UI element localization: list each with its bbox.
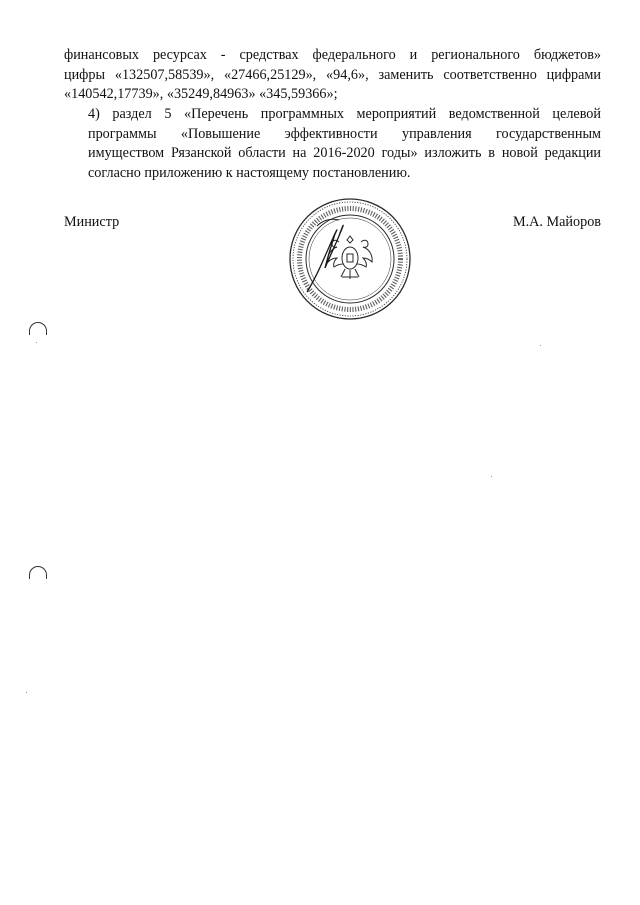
paragraph-financial-figures <box>64 46 601 105</box>
text-line: финансовых ресурсах - средствах федерального и регионального бюджетов» <box>64 47 601 63</box>
text-line: 4) раздел 5 «Перечень программных мероприятий ведомственной целевой <box>88 106 601 122</box>
signatory-name: М.А. Майоров <box>513 214 601 230</box>
signatory-title: Министр <box>64 214 120 230</box>
text-line: программы «Повышение эффективности управления государственным <box>88 125 601 142</box>
text-line: «140542,17739», «35249,84963» «345,59366»; <box>64 86 338 103</box>
scan-speck <box>26 692 27 693</box>
text-line: имуществом Рязанской области на 2016-2020 годы» изложить в новой редакции <box>88 145 601 162</box>
paragraph-section-5 <box>64 105 601 183</box>
official-seal-stamp <box>287 196 413 322</box>
hole-punch-mark <box>29 322 47 335</box>
hole-punch-mark <box>29 566 47 579</box>
text-line: цифры «132507,58539», «27466,25129», «94,6», заменить соответственно цифрами <box>64 66 601 83</box>
scan-speck <box>36 342 37 343</box>
text-line: согласно приложению к настоящему постановлению. <box>88 164 411 181</box>
scan-speck <box>540 345 541 346</box>
scan-speck <box>491 476 492 477</box>
